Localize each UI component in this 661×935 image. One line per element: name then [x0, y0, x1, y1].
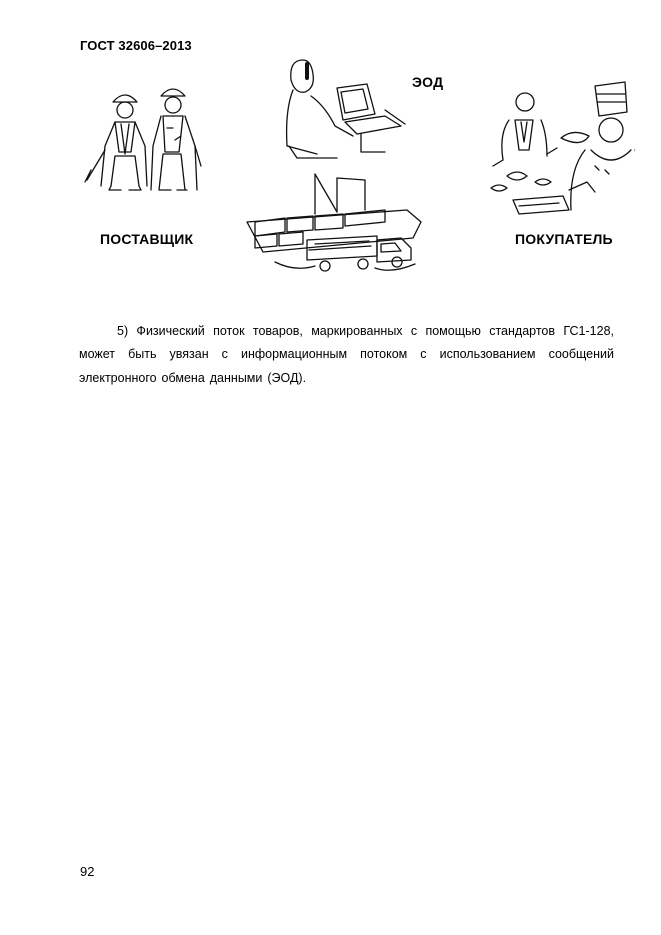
page-number: 92 — [80, 864, 95, 879]
buyer-label: ПОКУПАТЕЛЬ — [515, 231, 613, 247]
supplier-workers-illustration — [85, 89, 201, 190]
edi-operator-illustration — [287, 60, 405, 158]
figure-drawing — [75, 50, 635, 282]
transport-ship-truck-illustration — [247, 174, 421, 271]
buyer-chef-illustration — [491, 82, 635, 214]
edi-label: ЭОД — [412, 74, 444, 90]
supply-chain-figure — [75, 50, 635, 282]
body-paragraph: 5) Физический поток товаров, маркированных с помощью стандартов ГС1-128, может быть увязан с информационным потоком с использованием сообщений электронного обмена данными (ЭОД). — [79, 323, 614, 385]
supplier-label: ПОСТАВЩИК — [100, 231, 194, 247]
document-header: ГОСТ 32606–2013 — [80, 38, 192, 53]
